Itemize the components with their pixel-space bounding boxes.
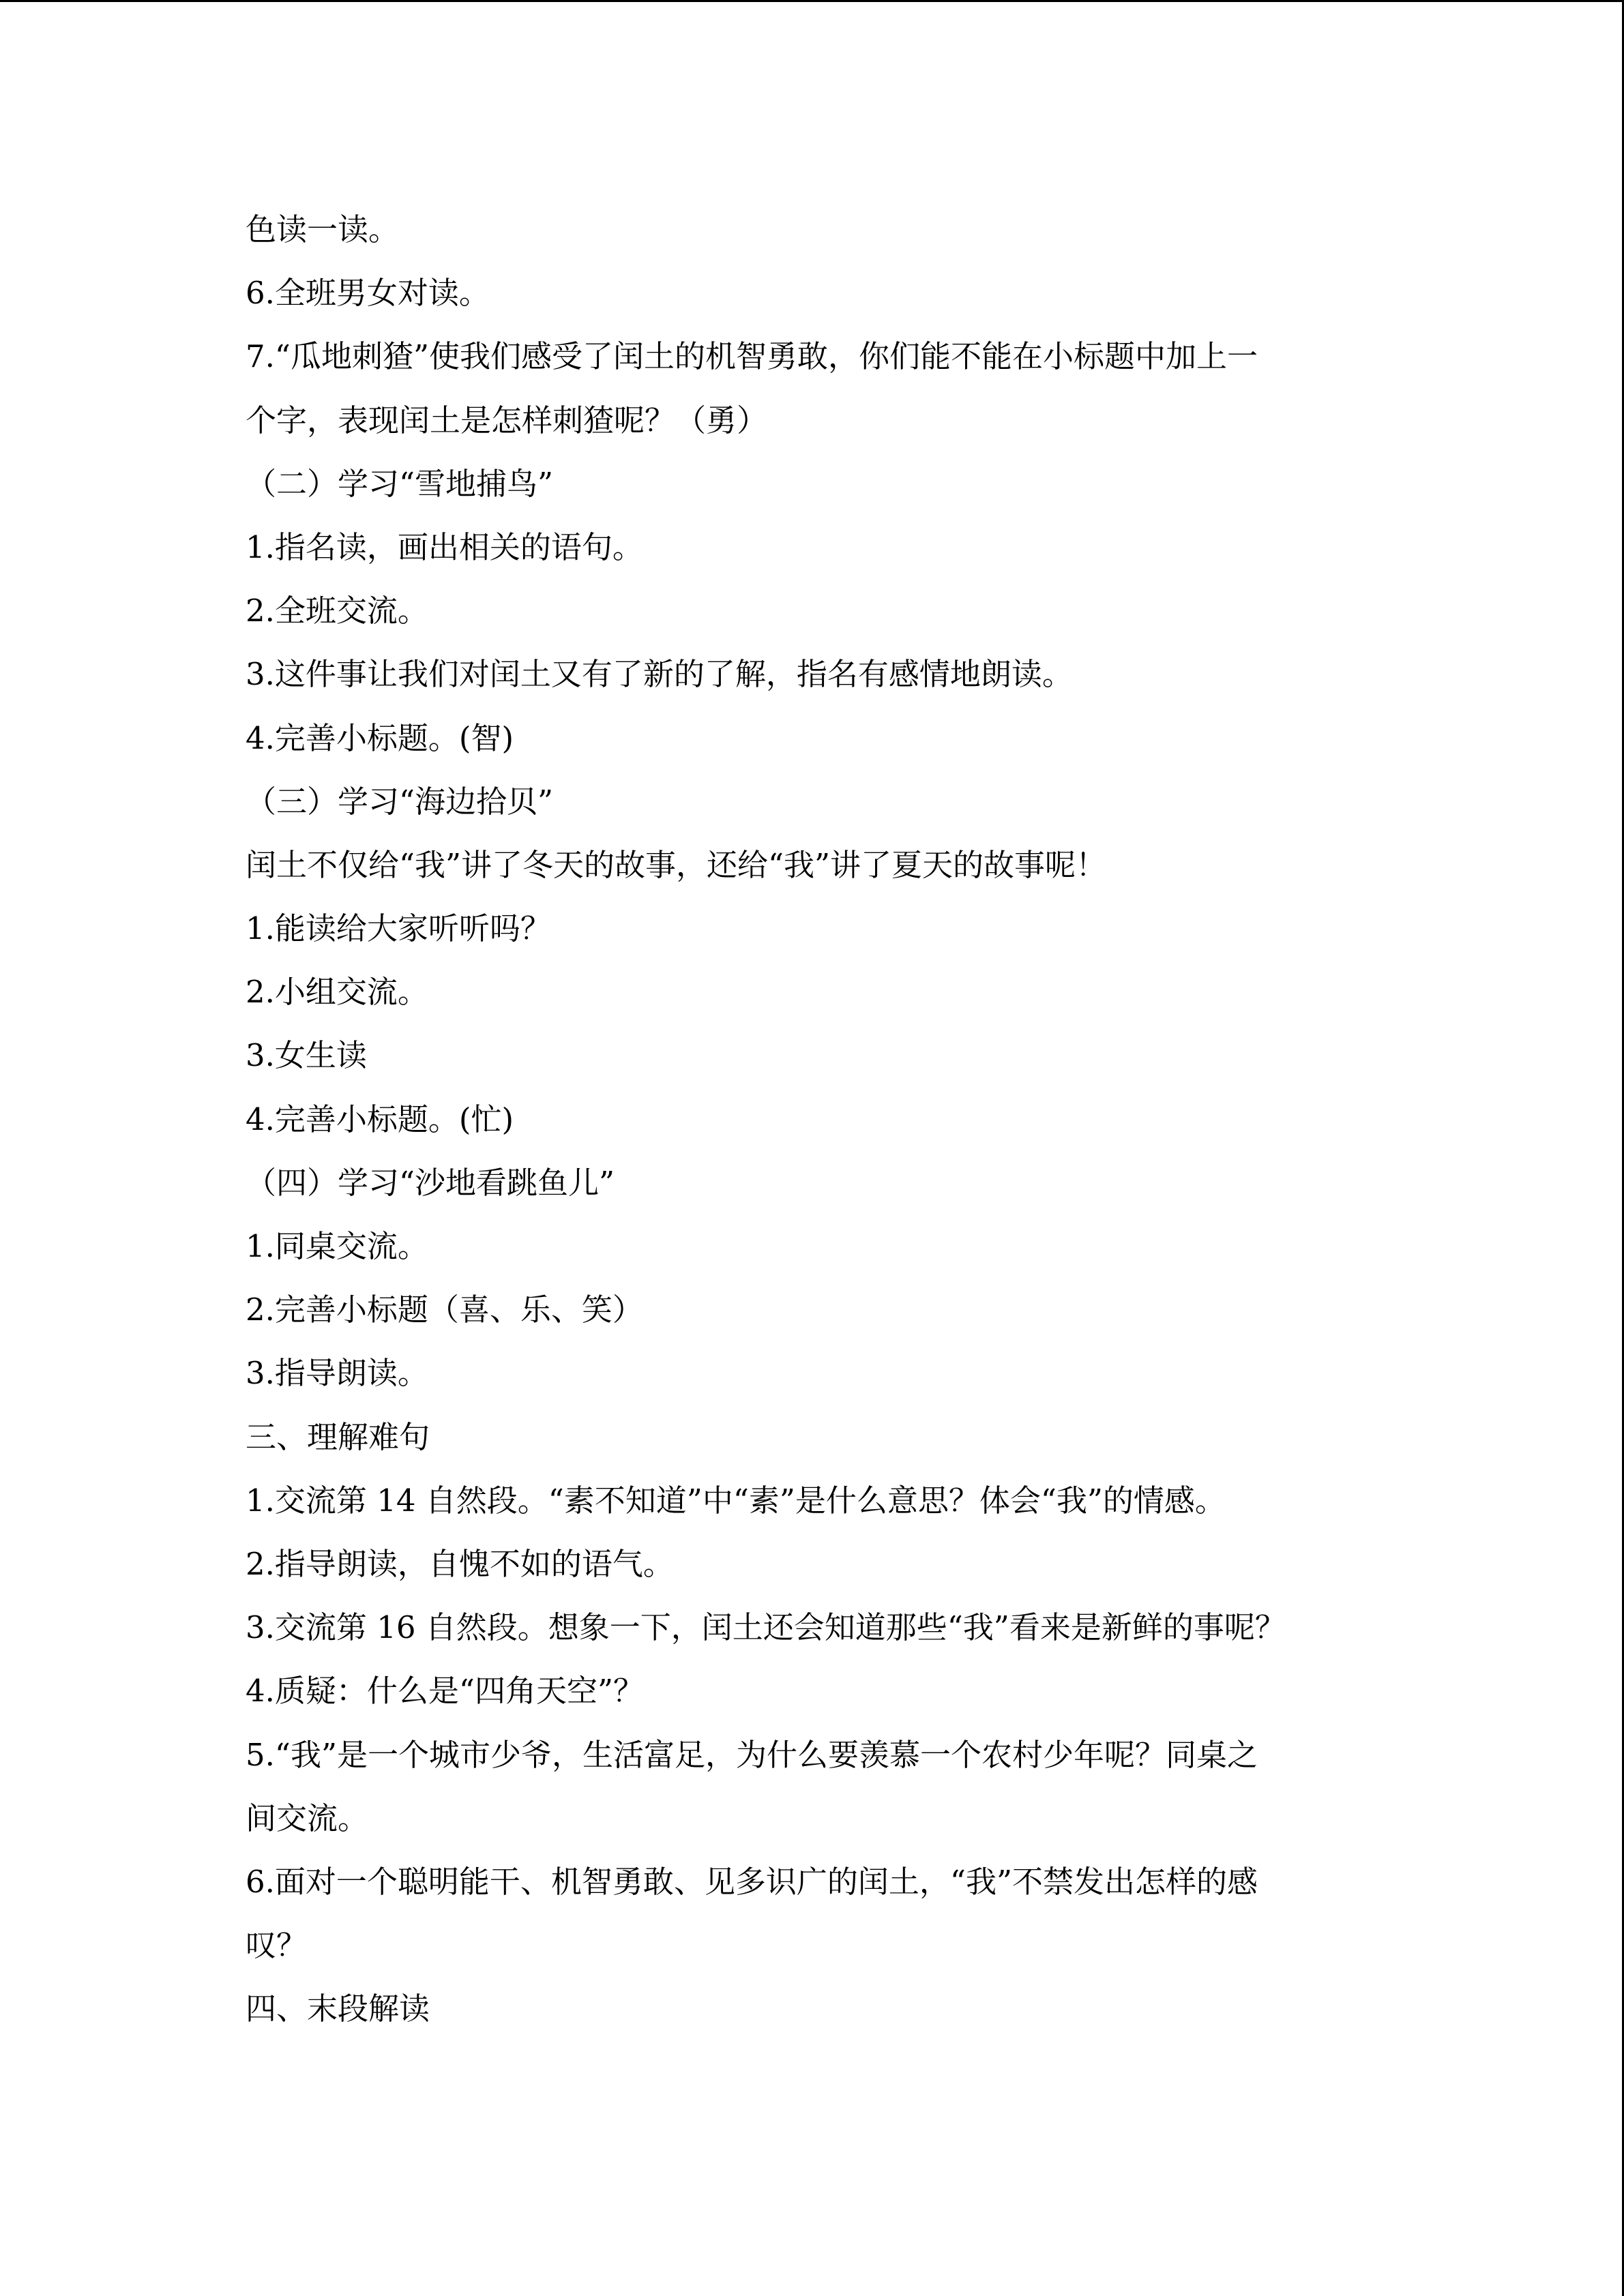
text-line: 1.能读给大家听听吗？ [246, 910, 551, 947]
text-line: 个字，表现闰土是怎样刺猹呢？（勇） [246, 402, 768, 438]
text-line: 1.同桌交流。 [246, 1228, 428, 1264]
text-line: 1.交流第 14 自然段。“素不知道”中“素”是什么意思？体会“我”的情感。 [246, 1482, 1226, 1519]
text-line: 闰土不仅给“我”讲了冬天的故事，还给“我”讲了夏天的故事呢！ [246, 846, 1107, 883]
text-line: 6.面对一个聪明能干、机智勇敢、见多识广的闰土，“我”不禁发出怎样的感 [246, 1863, 1258, 1900]
text-line: 2.全班交流。 [246, 593, 428, 629]
text-line: 色读一读。 [246, 211, 400, 248]
text-line: 3.指导朗读。 [246, 1355, 428, 1392]
text-line: 7.“瓜地刺猹”使我们感受了闰土的机智勇敢，你们能不能在小标题中加上一 [246, 338, 1258, 375]
section-heading: 四、末段解读 [246, 1991, 430, 2027]
text-line: 4.质疑：什么是“四角天空”？ [246, 1673, 644, 1710]
text-line: 3.女生读 [246, 1037, 367, 1074]
text-line: 1.指名读，画出相关的语句。 [246, 528, 643, 565]
text-line: 4.完善小标题。(忙) [246, 1101, 514, 1137]
text-line: 4.完善小标题。(智) [246, 719, 514, 756]
text-line: 2.指导朗读，自愧不如的语气。 [246, 1545, 674, 1582]
text-line: 2.小组交流。 [246, 974, 428, 1011]
text-line: 6.全班男女对读。 [246, 275, 490, 312]
text-line: 叹？ [246, 1927, 308, 1964]
text-line: 2.完善小标题（喜、乐、笑） [246, 1292, 643, 1328]
text-line: 3.交流第 16 自然段。想象一下，闰土还会知道那些“我”看来是新鲜的事呢？ [246, 1609, 1286, 1646]
text-line: 间交流。 [246, 1800, 369, 1836]
document-body [246, 198, 1378, 2040]
section-heading: （四）学习“沙地看跳鱼儿” [246, 1164, 615, 1201]
section-heading: （三）学习“海边拾贝” [246, 783, 554, 820]
section-heading: 三、理解难句 [246, 1418, 430, 1455]
text-line: 5.“我”是一个城市少爷，生活富足，为什么要羡慕一个农村少年呢？同桌之 [246, 1736, 1258, 1773]
text-line: 3.这件事让我们对闰土又有了新的了解，指名有感情地朗读。 [246, 656, 1073, 693]
section-heading: （二）学习“雪地捕鸟” [246, 465, 554, 502]
